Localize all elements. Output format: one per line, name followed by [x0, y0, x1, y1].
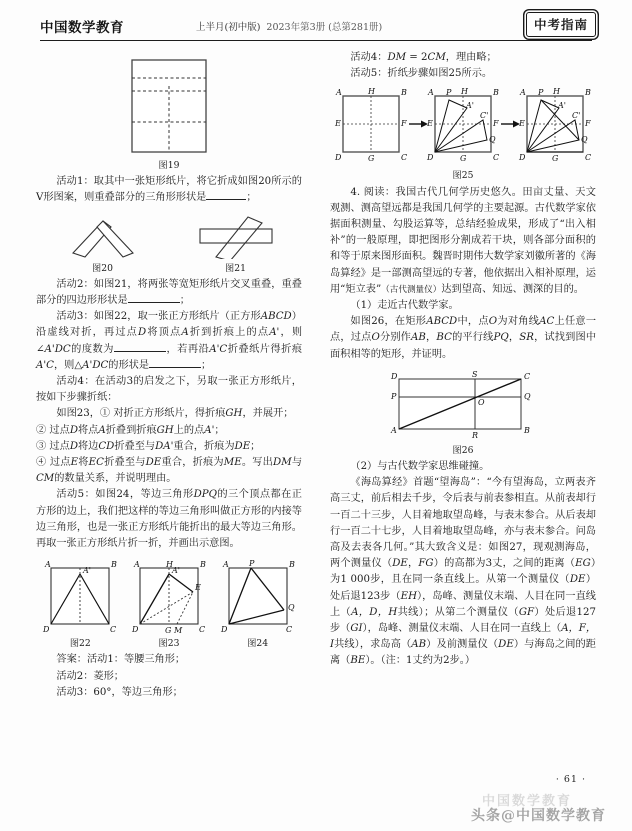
- svg-text:G: G: [460, 154, 467, 164]
- a3-angle: A'DC: [44, 343, 71, 355]
- step3-DAp: DA': [155, 440, 174, 452]
- step1-body: ① 对折正方形纸片，得折痕: [99, 408, 226, 420]
- a3-p4: 折到折痕上的点: [188, 327, 270, 339]
- s1-PQ: PQ: [493, 332, 509, 344]
- figure-24-svg: [216, 558, 300, 634]
- figure-20-svg: [53, 213, 153, 259]
- step-lead: 如图23，: [56, 408, 100, 420]
- s2-d: ）为1 000步，且在同一条直线上。从第一个测量仪（: [330, 558, 597, 586]
- svg-text:H: H: [461, 88, 468, 97]
- step4-E: E: [70, 457, 79, 469]
- activity-5-answer: 活动5：折纸步骤如图25所示。: [350, 68, 493, 80]
- activity-1-body: 活动1：取其中一张矩形纸片，将它折成如图20所示的V形图案，则重叠部分的三角形形状是: [36, 176, 302, 204]
- s1-i: ，试找到图中面积相等的矩形，并证明。: [330, 332, 597, 360]
- reading-annotation: （古代测量仪）: [381, 284, 442, 295]
- figure-24-caption: 图24: [247, 638, 269, 650]
- step4-d: 重合，折痕为: [161, 457, 224, 469]
- s2-DE3: DE: [498, 639, 514, 651]
- svg-text:B: B: [493, 88, 499, 98]
- s2-body: 《海岛算经》首题“望海岛”：“今有望海岛，立两表齐高三丈，前后相去千步，令后表与前表参相直。从前表却行一百二十三步，人目着地取望岛峰，与表末参合。从后表却行一百二十七步，人目着地取望岛峰，亦与表末参合。问岛高及去表各几何。”其大致含义是：如图27，现观测海岛，两个测量仪（: [330, 477, 596, 570]
- s1-AC: AC: [539, 316, 555, 328]
- svg-text:S: S: [472, 369, 478, 379]
- svg-text:C: C: [110, 625, 117, 635]
- svg-text:D: D: [131, 625, 139, 635]
- a3-A: A: [181, 327, 189, 339]
- a3-p1: 活动3：如图22，取一张正方形纸片（正方形: [56, 311, 261, 323]
- svg-text:G: G: [552, 154, 559, 164]
- s1-O2: O: [371, 332, 380, 344]
- a4ans-c: ，理由略；: [445, 52, 497, 63]
- reading-tail: 达到望高、知远、测深的目的。: [441, 283, 584, 295]
- figure-22-svg: [38, 558, 122, 634]
- s1-h: ，: [508, 332, 520, 344]
- figure-24: [216, 558, 300, 652]
- s1-AB: AB: [411, 332, 426, 344]
- figure-21: [186, 213, 286, 277]
- step2-GH: GH: [156, 424, 174, 436]
- svg-text:B: B: [524, 425, 530, 435]
- answer-blank: [128, 302, 180, 303]
- figure-21-caption: 图21: [225, 262, 246, 274]
- s2-EG: EG: [575, 558, 591, 570]
- s2-GF: GF: [518, 606, 535, 618]
- a4ans-cm: CM: [427, 52, 446, 63]
- step5-CM: CM: [36, 473, 55, 485]
- s1-e: 分别作: [379, 332, 412, 344]
- page-number: · 61 ·: [555, 774, 586, 785]
- step-2: [36, 423, 302, 439]
- svg-text:Q: Q: [489, 135, 496, 145]
- svg-text:A': A': [558, 101, 566, 111]
- svg-text:B: B: [199, 560, 206, 570]
- svg-text:P: P: [391, 391, 397, 401]
- svg-text:Q: Q: [287, 603, 295, 613]
- figure-23-caption: 图23: [158, 638, 180, 650]
- svg-text:Q: Q: [524, 391, 531, 401]
- step3-CD: CD: [98, 440, 115, 452]
- figure-20: [53, 213, 153, 277]
- subsection-1-heading: （1）走近古代数学家。: [350, 300, 459, 312]
- edition-label: 上半月(初中版): [196, 22, 261, 33]
- figure-21-svg: [186, 213, 286, 259]
- figure-26-caption: 图26: [452, 444, 474, 456]
- svg-text:A: A: [520, 88, 526, 98]
- svg-text:A: A: [336, 88, 342, 98]
- step4-ME: ME: [223, 457, 242, 469]
- svg-text:P: P: [538, 88, 544, 98]
- step2-end: ；: [214, 424, 225, 436]
- step-3: [36, 439, 302, 455]
- figure-26: [330, 369, 596, 441]
- a5-DPQ: DPQ: [193, 489, 217, 501]
- fig25-panel-1: [334, 88, 407, 163]
- svg-text:F: F: [585, 119, 591, 129]
- figure-22: [38, 558, 122, 652]
- answer-blank: [149, 367, 201, 368]
- svg-text:A: A: [45, 560, 52, 570]
- step4-DE: DE: [145, 457, 162, 469]
- a3-Ap: A': [269, 327, 280, 339]
- svg-text:E: E: [427, 119, 433, 129]
- reading-body: 4. 阅读：我国古代几何学历史悠久。田亩丈量、天文观测、测高望远都是我国几何学的主要起源。古代数学家依据面积测量、勾股运算等，总结经验成果，形成了“出入相补”的一般原理，即把图形分割成若干块，则各部分面积的和等于原来图形面积。魏晋时期伟大数学家刘徽所著的《海岛算经》是一部测高望远的专著，他依据出入相补原理，运用“矩立表”: [330, 186, 596, 295]
- s2-g: 共线）；从第二个测量仪（: [397, 606, 519, 618]
- a3-p9: ，则△: [53, 359, 83, 371]
- svg-text:C': C': [480, 111, 489, 121]
- svg-text:E: E: [335, 119, 341, 129]
- figure-19-svg: [114, 56, 224, 156]
- svg-text:C: C: [198, 625, 206, 635]
- right-column: [330, 50, 596, 670]
- step2-c: 折叠到折痕: [105, 424, 157, 436]
- figure-26-svg: [375, 369, 551, 441]
- activity-5-text: [36, 487, 302, 552]
- svg-text:H: H: [553, 88, 560, 97]
- step1-tail: ，并展开；: [242, 408, 294, 420]
- activity-2-text: [36, 277, 302, 309]
- svg-text:A: A: [222, 560, 229, 570]
- step1-gh: GH: [225, 408, 243, 420]
- step3-a: ③ 过点: [36, 440, 70, 452]
- step4-EC: EC: [88, 457, 104, 469]
- step5-c: 的数量关系，并说明理由。: [54, 473, 177, 485]
- a5-b: 的三个顶点都在正方形的边上，我们把这样的等边三角形叫做正方形的内接等边三角形，也是一张正方形纸片能折出的最大等边三角形。再取一张正方形纸片折一折，并画出示意图。: [36, 489, 302, 550]
- a3-tri: A'DC: [82, 359, 109, 371]
- step3-end: ；: [250, 440, 261, 452]
- svg-text:B: B: [111, 560, 118, 570]
- fig25-panel-2: [426, 88, 499, 163]
- section-badge: 中考指南: [526, 12, 596, 37]
- step5-a: 写出: [252, 457, 274, 469]
- svg-text:A: A: [428, 88, 434, 98]
- s2-h: ）处后退127步（: [330, 606, 596, 635]
- svg-text:C: C: [524, 371, 531, 381]
- step2-D: D: [69, 424, 78, 436]
- answer-line-1: 答案：活动1：等腰三角形；: [56, 654, 186, 666]
- figure-25-svg: [331, 88, 595, 166]
- svg-text:A': A': [83, 566, 92, 576]
- svg-text:B: B: [585, 88, 591, 98]
- svg-text:Q: Q: [581, 135, 588, 145]
- svg-text:C: C: [285, 625, 292, 635]
- activity-3-text: [36, 309, 302, 374]
- svg-text:M: M: [173, 626, 183, 635]
- step3-DE: DE: [234, 440, 251, 452]
- svg-text:F: F: [401, 119, 407, 129]
- svg-text:H: H: [165, 560, 173, 570]
- s2-DE: DE: [392, 558, 408, 570]
- s2-BE: BE: [350, 655, 366, 667]
- s2-m: ）。（注：1丈约为2步。）: [365, 655, 476, 667]
- svg-text:A: A: [391, 425, 397, 435]
- svg-text:A: A: [133, 560, 140, 570]
- svg-text:C: C: [493, 153, 500, 163]
- a3-p5: ，则∠: [36, 327, 303, 355]
- activity-2-body: 活动2：如图21，将两张等宽矩形纸片交叉重叠，重叠部分的四边形形状是: [36, 278, 302, 307]
- s2-c: ）的高都为3丈，之间的距离（: [433, 558, 576, 570]
- a4ans-a: 活动4：: [350, 52, 388, 63]
- step2-A: A: [98, 424, 106, 436]
- subsection-1-body: [330, 314, 596, 363]
- left-column: [36, 50, 302, 701]
- svg-text:P: P: [248, 559, 255, 569]
- a4ans-dm: DM: [387, 52, 407, 63]
- s1-BC: BC: [436, 332, 452, 344]
- svg-text:D: D: [335, 153, 342, 163]
- answer-line-3: 活动3：60°，等边三角形；: [56, 686, 183, 698]
- figure-20-21-row: [36, 213, 302, 277]
- step5-b: 与: [291, 457, 303, 469]
- s2-DE2: DE: [569, 574, 586, 586]
- activity-1-tail: ；: [246, 192, 257, 204]
- step2-d: 上的点: [173, 424, 205, 436]
- step3-D: D: [69, 440, 78, 452]
- activity-2-tail: ；: [179, 295, 190, 307]
- reading-section: [330, 185, 596, 298]
- s2-e: ）处后退123步（: [330, 574, 597, 602]
- subsection-2-heading: （2）与古代数学家思维碰撞。: [350, 461, 490, 473]
- header-divider: [40, 40, 592, 41]
- figure-23-svg: [127, 558, 211, 634]
- answer-blank: [206, 199, 246, 200]
- a3-p8: 折叠纸片得折痕: [227, 343, 303, 355]
- s2-i: ），岛峰、测量仪末端、人目在同一直线上（: [362, 623, 562, 635]
- figure-25-caption: 图25: [452, 170, 474, 182]
- figure-22-23-24-row: [36, 558, 302, 652]
- step3-b: 将边: [77, 440, 99, 452]
- figure-20-caption: 图20: [92, 262, 113, 274]
- answer-line-2: 活动2：菱形；: [56, 670, 124, 682]
- figure-19: [36, 56, 302, 156]
- s2-k: ）及前测量仪（: [426, 639, 499, 651]
- s2-l: ）与海岛之间的距离（: [330, 639, 596, 667]
- fig25-panel-3: [518, 88, 591, 163]
- a3-i: A'C: [36, 359, 54, 371]
- svg-text:P: P: [446, 88, 452, 98]
- s1-SR: SR: [519, 332, 534, 344]
- svg-text:F: F: [493, 119, 499, 129]
- s2-f: ），岛峰、测量仪末端、人目在同一直线上（: [330, 590, 596, 618]
- svg-text:R: R: [472, 430, 479, 440]
- step5-DM: DM: [273, 457, 292, 469]
- fig25-arrow-1: [409, 121, 428, 128]
- a3-p6: 的度数为: [70, 343, 114, 355]
- s2-EH: EH: [400, 590, 417, 602]
- activity-4-answer: [330, 50, 596, 66]
- step-1: [36, 406, 302, 422]
- answer-blank: [114, 351, 166, 352]
- subsection-2-body: [330, 475, 596, 669]
- svg-text:D: D: [519, 153, 526, 163]
- s2-j: 共线），求岛高（: [334, 639, 412, 651]
- step4-end: 。: [241, 457, 253, 469]
- s1-b: 中，点: [457, 316, 489, 328]
- a4ans-b: = 2: [406, 52, 428, 63]
- journal-title: 中国数学教育: [40, 20, 124, 36]
- s1-c: 为对角线: [497, 316, 540, 328]
- svg-text:E: E: [194, 583, 201, 593]
- activity-4-intro: 活动4：在活动3的启发之下，另取一张正方形纸片，按如下步骤折纸：: [36, 376, 302, 404]
- watermark-ghost: 中国数学教育: [481, 794, 572, 809]
- svg-text:G: G: [368, 154, 375, 164]
- step3-c: 折叠至与: [114, 440, 156, 452]
- s2-AFI: A，F，I: [330, 623, 597, 651]
- svg-text:A': A': [466, 101, 474, 111]
- activity-1-text: [36, 174, 302, 206]
- step3-d: 重合，折痕为: [173, 440, 235, 452]
- a3-end: ；: [201, 359, 212, 371]
- fig25-arrow-2: [501, 121, 520, 128]
- svg-text:E: E: [519, 119, 525, 129]
- s1-O: O: [488, 316, 498, 328]
- step2-a: ② 过点: [36, 424, 70, 436]
- issue-label: 2023年第3册 (总第281册): [266, 22, 383, 33]
- svg-text:H: H: [368, 88, 375, 97]
- s1-abcd: ABCD: [426, 316, 458, 328]
- a3-p3: 将顶点: [146, 327, 182, 339]
- step4-c: 折叠至与: [103, 457, 146, 469]
- a3-p10: 的形状是: [108, 359, 150, 371]
- step4-a: ④ 过点: [36, 457, 71, 469]
- step-4: [36, 455, 302, 487]
- watermark: 头条@中国数学教育: [471, 808, 606, 824]
- svg-text:D: D: [391, 371, 398, 381]
- header-edition-issue: [196, 19, 382, 33]
- figure-23: [127, 558, 211, 652]
- s2-b: ，: [407, 558, 419, 570]
- a3-p2: ）沿虚线对折，再过点: [36, 311, 302, 339]
- svg-text:B: B: [401, 88, 407, 98]
- svg-text:D: D: [427, 153, 434, 163]
- s2-ADH: A，D，H: [351, 606, 398, 618]
- figure-25: [330, 88, 596, 166]
- s1-a: 如图26，在矩形: [350, 316, 427, 328]
- a3-AC: A'C: [209, 343, 228, 355]
- figure-22-caption: 图22: [69, 638, 91, 650]
- a3-abcd: ABCD: [260, 311, 292, 323]
- svg-text:B: B: [288, 560, 295, 570]
- s2-AB: AB: [411, 639, 427, 651]
- svg-text:G: G: [164, 626, 172, 635]
- s1-g: 的平行线: [451, 332, 494, 344]
- s1-d: 上任意一点，过点: [330, 316, 597, 344]
- svg-text:C': C': [572, 111, 581, 121]
- svg-text:C: C: [585, 153, 592, 163]
- step2-Ap: A': [204, 424, 215, 436]
- s2-GI: GI: [350, 623, 363, 635]
- a5-a: 活动5：如图24，等边三角形: [56, 489, 194, 501]
- figure-19-caption: 图19: [158, 160, 180, 171]
- step4-b: 将: [78, 457, 89, 469]
- s1-f: ，: [425, 332, 437, 344]
- svg-text:D: D: [220, 625, 228, 635]
- svg-text:D: D: [43, 625, 50, 635]
- svg-text:O: O: [478, 397, 485, 407]
- svg-text:A': A': [171, 566, 180, 576]
- step2-b: 将点: [77, 424, 99, 436]
- a3-p7: ，若再沿: [165, 343, 210, 355]
- s2-FG: FG: [418, 558, 434, 570]
- svg-text:C: C: [401, 153, 408, 163]
- page-header: [0, 14, 632, 46]
- a3-D: D: [138, 327, 147, 339]
